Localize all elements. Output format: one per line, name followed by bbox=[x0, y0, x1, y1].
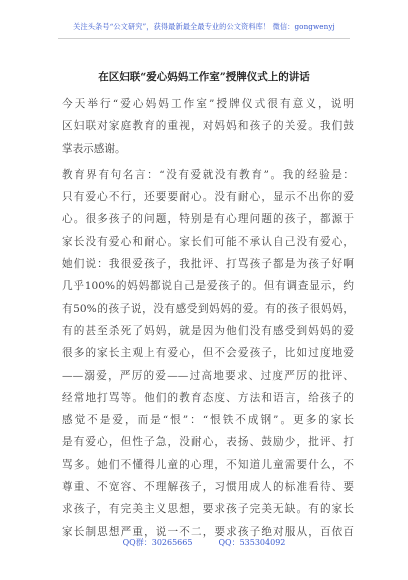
text-line: 求孩子，有完美主义思想，要求孩子完美无缺。有的家长 bbox=[62, 503, 354, 516]
text-line: 家长没有爱心和耐心。家长们可能不承认自己没有爱心， bbox=[62, 235, 354, 248]
text-line: 掌表示感谢。 bbox=[62, 142, 126, 155]
text-line: 今天举行“爱心妈妈工作室”授牌仪式很有意义，说明 bbox=[62, 98, 354, 110]
document-title: 在区妇联“爱心妈妈工作室”授牌仪式上的讲话 bbox=[98, 71, 310, 83]
text-line: ——溺爱，严厉的爱——过高地要求、过度严厉的批评、 bbox=[62, 369, 354, 382]
text-line: 经常地打骂等。他们的教育态度、方法和语言，给孩子的 bbox=[62, 391, 354, 404]
text-line: 是有爱心，但性子急，没耐心，表扬、鼓励少，批评、打 bbox=[62, 436, 354, 449]
text-line: 感觉不是爱，而是“恨”：“恨铁不成钢”。更多的家长 bbox=[62, 414, 354, 427]
text-line: 只有爱心不行，还要要耐心。没有耐心，显示不出你的爱 bbox=[62, 191, 354, 204]
text-line: 她们说：我很爱孩子，我批评、打骂孩子都是为孩子好啊 bbox=[62, 258, 354, 271]
text-line: 很多的家长主观上有爱心，但不会爱孩子，比如过度地爱 bbox=[62, 347, 354, 360]
text-line: 几乎100%的妈妈都说自己是爱孩子的。但有调查显示，约 bbox=[62, 280, 354, 293]
text-line: 教育界有句名言：“没有爱就没有教育”。我的经验是： bbox=[62, 168, 354, 181]
document-body bbox=[62, 93, 354, 543]
text-line: 尊重、不宽容、不理解孩子，习惯用成人的标准看待、要 bbox=[62, 481, 354, 494]
qq-number: QQ：535304092 bbox=[218, 538, 286, 547]
page-footer bbox=[0, 537, 408, 548]
qq-group-number: QQ群：30265665 bbox=[122, 538, 193, 547]
text-line: 家长制思想严重，说一不二，要求孩子绝对服从，百依百 bbox=[62, 525, 354, 538]
text-line: 有的甚至杀死了妈妈，就是因为他们没有感受到妈妈的爱 bbox=[62, 324, 354, 337]
page-header-banner: 关注头条号“公文研究”，获得最新最全最专业的公文资料库！ 微信：gongwenyj bbox=[73, 22, 335, 31]
text-line: 有50%的孩子说，没有感受到妈妈的爱。有的孩子很妈妈， bbox=[62, 302, 354, 315]
header-divider bbox=[58, 38, 350, 39]
text-line: 心。很多孩子的问题，特别是有心理问题的孩子，都源于 bbox=[62, 213, 354, 226]
paragraph bbox=[62, 93, 354, 160]
text-line: 骂多。她们不懂得儿童的心理，不知道儿童需要什么，不 bbox=[62, 458, 354, 471]
text-line: 区妇联对家庭教育的重视，对妈妈和孩子的关爱。我们鼓 bbox=[62, 120, 354, 133]
paragraph bbox=[62, 164, 354, 543]
